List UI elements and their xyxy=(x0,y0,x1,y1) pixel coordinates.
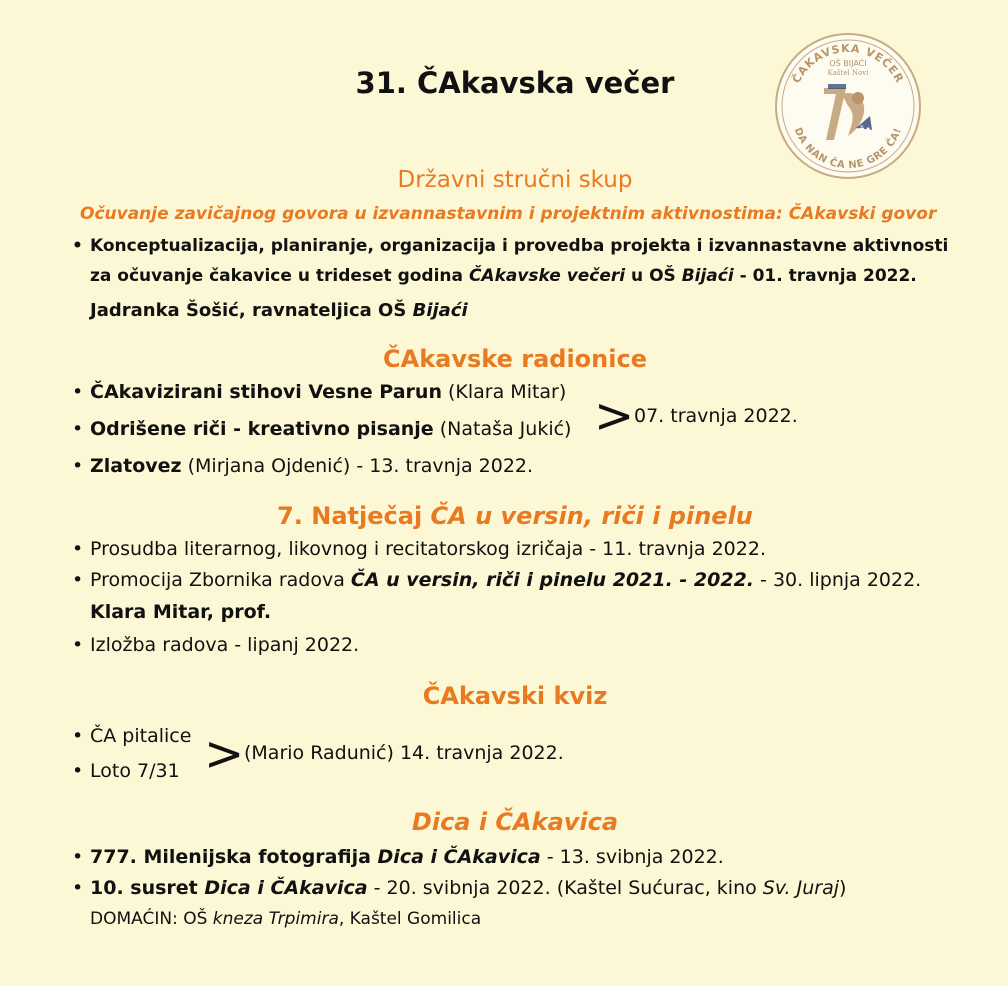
kviz-item-1: • ČA pitalice xyxy=(72,725,191,747)
seal-top-text: ČAKAVSKA VEČER xyxy=(789,41,907,86)
dica-host: DOMAĆIN: OŠ kneza Trpimira, Kaštel Gomilica xyxy=(90,909,482,929)
skup-heading: Državni stručni skup xyxy=(397,167,633,193)
kviz-group-bracket: > xyxy=(204,726,245,782)
radionice-item-1: • ČAkavizirani stihovi Vesne Parun (Klara Mitar) xyxy=(72,381,566,403)
skup-line-1: • Konceptualizacija, planiranje, organizacija i provedba projekta i izvannastavne aktivnosti xyxy=(72,236,948,256)
svg-text:ČA: ČA xyxy=(858,127,872,137)
dica-item-2: • 10. susret Dica i ČAkavica - 20. svibnja 2022. (Kaštel Sućurac, kino Sv. Juraj) xyxy=(72,877,846,899)
dica-item-1: • 777. Milenijska fotografija Dica i ČAkavica - 13. svibnja 2022. xyxy=(72,846,724,868)
skup-subtitle: Očuvanje zavičajnog govora u izvannastavnim i projektnim aktivnostima: ČAkavski govor xyxy=(80,204,937,224)
natjecaj-item-2-author: Klara Mitar, prof. xyxy=(90,601,272,623)
radionice-item-3: • Zlatovez (Mirjana Ojdenić) - 13. travnja 2022. xyxy=(72,455,533,477)
kviz-date: (Mario Radunić) 14. travnja 2022. xyxy=(244,742,564,764)
radionice-item-2: • Odrišene riči - kreativno pisanje (Nataša Jukić) xyxy=(72,418,571,440)
skup-author: Jadranka Šošić, ravnateljica OŠ Bijaći xyxy=(90,300,468,321)
seal-bottom-text: DA NAN ČA NE GRE ČA! xyxy=(791,126,905,172)
kviz-item-2: • Loto 7/31 xyxy=(72,760,180,782)
natjecaj-item-3: • Izložba radova - lipanj 2022. xyxy=(72,634,359,656)
natjecaj-item-1: • Prosudba literarnog, likovnog i recitatorskog izričaja - 11. travnja 2022. xyxy=(72,538,766,560)
natjecaj-heading: 7. Natječaj ČA u versin, riči i pinelu xyxy=(277,502,753,530)
radionice-group-bracket: > xyxy=(594,388,635,444)
natjecaj-item-2: • Promocija Zbornika radova ČA u versin, riči i pinelu 2021. - 2022. - 30. lipnja 2022. xyxy=(72,569,921,591)
cakavska-vecer-seal-logo xyxy=(774,32,922,180)
radionice-date: 07. travnja 2022. xyxy=(634,405,798,427)
skup-line-2: za očuvanje čakavice u trideset godina ČAkavske večeri u OŠ Bijaći - 01. travnja 2022. xyxy=(90,266,917,286)
kviz-heading: ČAkavski kviz xyxy=(422,682,608,710)
radionice-heading: ČAkavske radionice xyxy=(383,345,647,373)
seal-town: Kaštel Novi xyxy=(827,69,869,77)
page-title: 31. ČAkavska večer xyxy=(355,66,675,100)
dica-heading: Dica i ČAkavica xyxy=(411,808,619,836)
seal-school: OŠ BIJAĆI xyxy=(829,59,867,68)
